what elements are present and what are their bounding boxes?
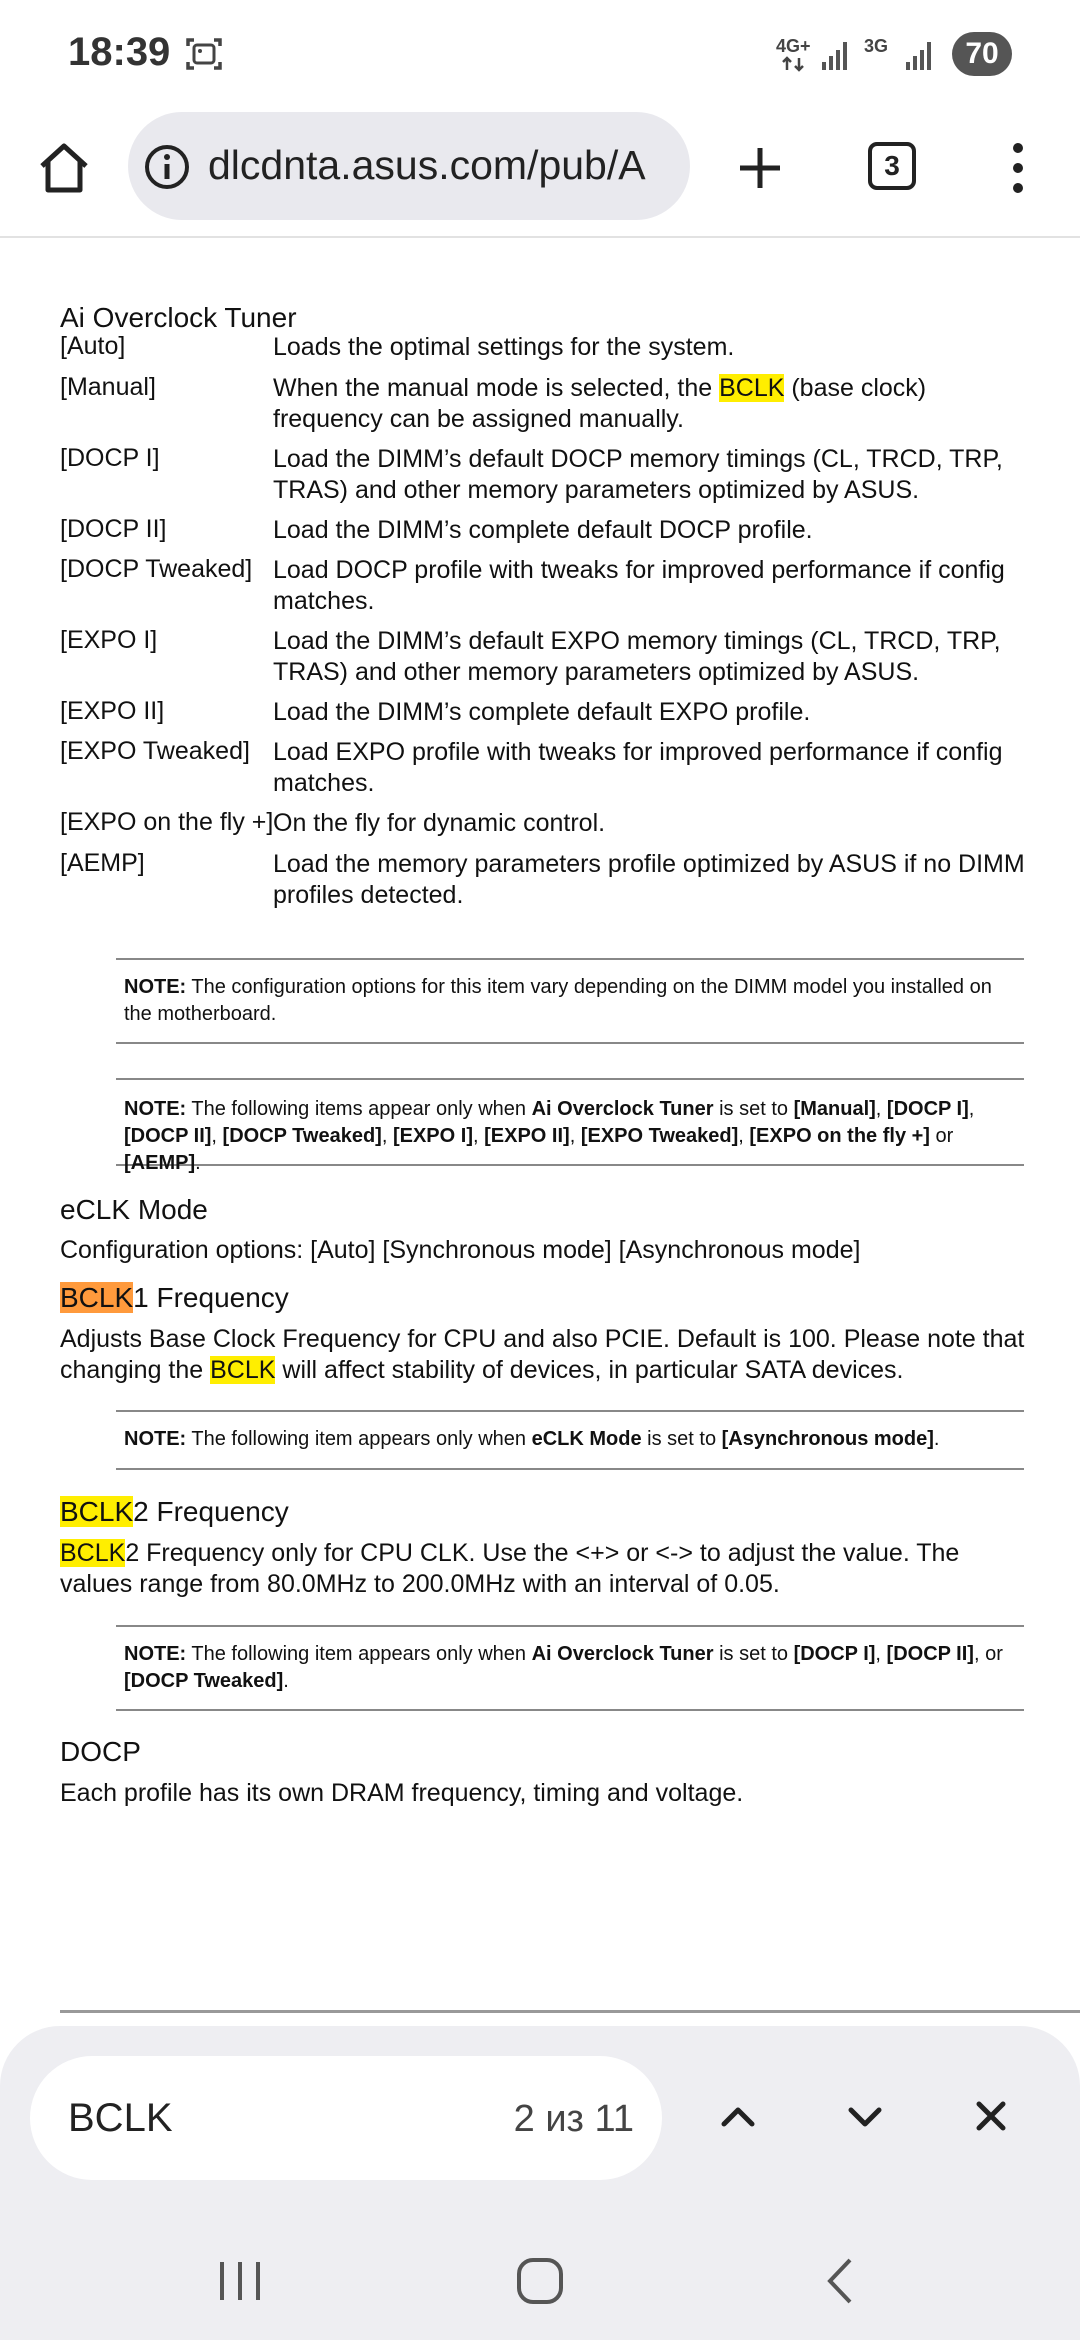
option-key: [EXPO II] [60,697,165,725]
note-box [116,1625,1024,1711]
option-key: [EXPO I] [60,626,158,654]
url-text: dlcdnta.asus.com/pub/A [208,142,646,188]
option-key: [EXPO on the fly +] [60,808,274,836]
section-title-bclk2: BCLK2 Frequency [60,1496,289,1527]
option-desc: Load the DIMM’s complete default DOCP profile. [273,516,813,544]
screenshot-icon [184,34,224,74]
docp-desc: Each profile has its own DRAM frequency, timing and voltage. [60,1779,744,1807]
option-key: [DOCP I] [60,444,160,472]
tab-counter-button[interactable]: 3 [868,142,916,190]
section-title-eclk: eCLK Mode [60,1194,208,1225]
option-desc: Load the memory parameters profile optimized by ASUS if no DIMM profiles detected. [273,850,1025,909]
network-type-4g: 4G+ [776,36,811,56]
find-match-count: 2 из 11 [513,2098,634,2140]
url-bar[interactable] [128,112,690,220]
signal-strength-icon [904,38,936,70]
search-match-highlight: BCLK [60,1539,126,1567]
note-text: NOTE: The configuration options for this item vary depending on the DIMM model you installed on the motherboard. [124,976,992,1025]
system-navigation-bar [0,2216,1080,2340]
chevron-up-icon[interactable] [708,2086,768,2146]
bclk2-desc: BCLK2 Frequency only for CPU CLK. Use the <+> or <-> to adjust the value. The values range from 80.0MHz to 200.0MHz with an interval of 0.05. [60,1539,960,1598]
note-box [116,1078,1024,1174]
signal-strength-icon [820,38,852,70]
option-desc: Load the DIMM’s default EXPO memory timings (CL, TRCD, TRP, TRAS) and other memory parameters optimized by ASUS. [273,627,1001,686]
search-match-highlight: BCLK [60,1496,134,1527]
browser-toolbar [0,108,1080,238]
close-icon[interactable] [961,2086,1021,2146]
pdf-document-page [0,240,1080,2020]
status-time: 18:39 [68,30,171,74]
recent-apps-icon[interactable] [210,2256,270,2306]
find-in-page-bar [0,2026,1080,2216]
new-tab-icon[interactable] [730,138,790,198]
find-input[interactable] [30,2056,662,2180]
option-key: [Auto] [60,332,126,360]
option-key: [DOCP Tweaked] [60,555,253,583]
note-text: NOTE: The following items appear only when Ai Overclock Tuner is set to [Manual], [DOCP I], [DOCP II], [DOCP Tweaked], [EXPO I], [EXPO II], [EXPO Tweaked], [EXPO on the fly +] or [AEMP]. [124,1098,975,1174]
info-icon[interactable] [142,142,192,192]
option-desc: Load the DIMM’s default DOCP memory timings (CL, TRCD, TRP, TRAS) and other memory parameters optimized by ASUS. [273,445,1003,504]
option-desc: Load DOCP profile with tweaks for improved performance if config matches. [273,556,1005,615]
search-match-highlight: BCLK [719,374,785,402]
note-box [116,958,1024,1044]
status-bar [0,0,1080,108]
chevron-down-icon[interactable] [835,2086,895,2146]
section-title-docp: DOCP [60,1736,141,1767]
section-title-ai-overclock: Ai Overclock Tuner [60,302,297,333]
search-match-highlight: BCLK [210,1356,276,1384]
option-desc: When the manual mode is selected, the BCLK (base clock) frequency can be assigned manually. [273,374,927,433]
battery-indicator: 70 [952,32,1012,76]
option-key: [DOCP II] [60,515,167,543]
page-divider [60,2010,1080,2013]
home-nav-icon[interactable] [510,2256,570,2306]
option-desc: Load EXPO profile with tweaks for improved performance if config matches. [273,738,1003,797]
option-desc: Load the DIMM’s complete default EXPO profile. [273,698,811,726]
data-arrows-icon [780,56,806,72]
option-desc: Loads the optimal settings for the system. [273,333,735,361]
home-icon[interactable] [34,138,94,198]
option-desc: On the fly for dynamic control. [273,809,606,837]
note-text: NOTE: The following item appears only when Ai Overclock Tuner is set to [DOCP I], [DOCP II], or [DOCP Tweaked]. [124,1643,1003,1692]
eclk-desc: Configuration options: [Auto] [Synchronous mode] [Asynchronous mode] [60,1236,861,1264]
note-box [116,1410,1024,1470]
find-query-text: BCLK [68,2096,173,2140]
section-title-bclk1: BCLK1 Frequency [60,1282,289,1313]
back-nav-icon[interactable] [810,2256,870,2306]
note-text: NOTE: The following item appears only when eCLK Mode is set to [Asynchronous mode]. [124,1428,940,1450]
network-type-3g: 3G [864,36,889,56]
more-menu-icon[interactable] [998,138,1038,198]
option-key: [AEMP] [60,849,145,877]
search-match-active-highlight: BCLK [60,1282,134,1313]
bclk1-desc: Adjusts Base Clock Frequency for CPU and also PCIE. Default is 100. Please note that changing the BCLK will affect stability of devices, in particular SATA devices. [60,1325,1025,1384]
option-key: [EXPO Tweaked] [60,737,250,765]
option-key: [Manual] [60,373,156,401]
